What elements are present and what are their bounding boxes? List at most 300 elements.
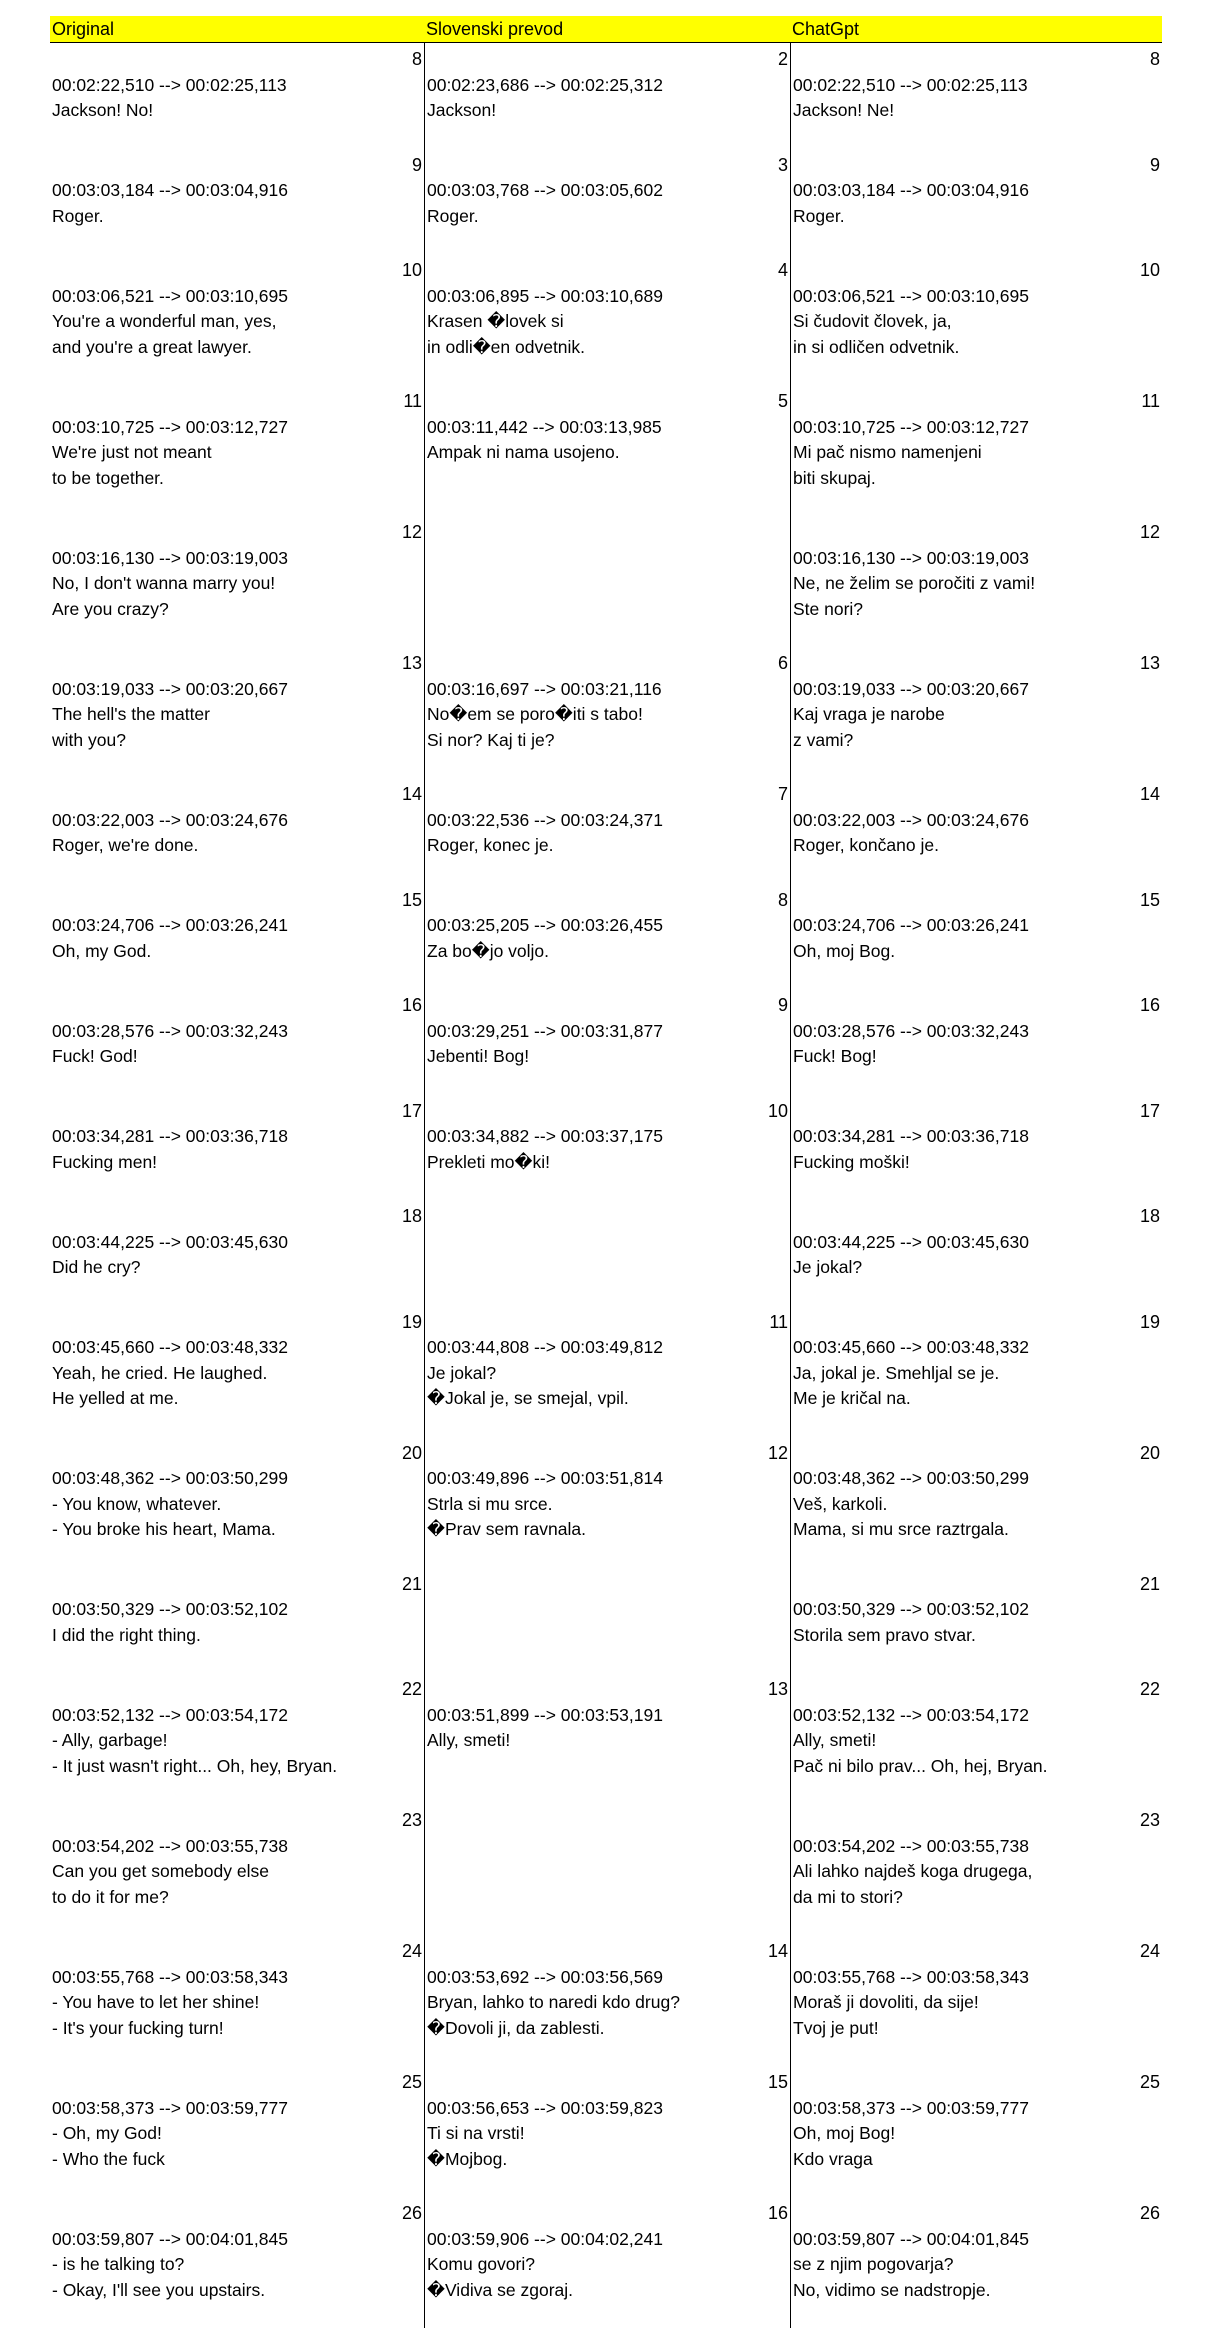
cell-chatgpt[interactable]: [790, 149, 1162, 255]
empty-cell-line: [425, 1754, 790, 1780]
subtitle-timestamp: 00:03:49,896 --> 00:03:51,814: [427, 1468, 663, 1488]
row-spacer: [425, 1281, 790, 1306]
subtitle-timestamp: 00:03:06,521 --> 00:03:10,695: [52, 285, 288, 306]
row-spacer: [425, 622, 790, 647]
subtitle-number: 21: [401, 1573, 422, 1594]
subtitle-text-line: Fuck! Bog!: [793, 1046, 877, 1066]
table-row: [50, 989, 1162, 1095]
row-spacer: [791, 1281, 1162, 1306]
cell-chatgpt[interactable]: [790, 1804, 1162, 1935]
cell-slovenski[interactable]: [424, 1935, 790, 2066]
subtitle-text-line: Kaj vraga je narobe: [793, 704, 945, 724]
row-spacer: [50, 1281, 424, 1306]
subtitle-text-line: Veš, karkoli.: [793, 1493, 888, 1514]
subtitle-number: 21: [1139, 1573, 1160, 1594]
subtitle-timestamp: 00:02:23,686 --> 00:02:25,312: [427, 74, 663, 95]
subtitle-timestamp: 00:03:45,660 --> 00:03:48,332: [793, 1337, 1029, 1357]
cell-original[interactable]: [50, 1095, 424, 1201]
cell-original[interactable]: [50, 1804, 424, 1935]
subtitle-timestamp: 00:03:52,132 --> 00:03:54,172: [793, 1704, 1029, 1725]
subtitle-timestamp: 00:03:44,225 --> 00:03:45,630: [52, 1231, 288, 1252]
row-spacer: [791, 2041, 1162, 2066]
header-chatgpt[interactable]: ChatGpt: [792, 19, 860, 39]
subtitle-timestamp: 00:03:55,768 --> 00:03:58,343: [52, 1966, 288, 1987]
cell-slovenski[interactable]: [424, 1804, 790, 1935]
row-spacer: [425, 1412, 790, 1437]
row-spacer: [50, 2172, 424, 2197]
cell-original[interactable]: [50, 385, 424, 516]
subtitle-text-line: Strla si mu srce.: [427, 1493, 553, 1514]
subtitle-text-line: Ali lahko najdeš koga drugega,: [793, 1861, 1033, 1881]
cell-slovenski[interactable]: [424, 1568, 790, 1674]
row-spacer: [50, 2041, 424, 2066]
subtitle-timestamp: 00:03:48,362 --> 00:03:50,299: [52, 1468, 288, 1488]
cell-original[interactable]: [50, 989, 424, 1095]
row-spacer: [50, 229, 424, 254]
row-spacer: [425, 1910, 790, 1935]
cell-chatgpt[interactable]: [790, 43, 1162, 149]
table-row: [50, 647, 1162, 778]
table-row: [50, 1437, 1162, 1568]
subtitle-timestamp: 00:03:16,130 --> 00:03:19,003: [793, 547, 1029, 568]
subtitle-number: 19: [1139, 1311, 1160, 1332]
empty-cell-line: [425, 1859, 790, 1885]
cell-chatgpt[interactable]: [790, 1568, 1162, 1674]
subtitle-text-line: - It's your fucking turn!: [52, 2017, 224, 2038]
subtitle-number: 11: [769, 1311, 788, 1332]
subtitle-timestamp: 00:03:44,808 --> 00:03:49,812: [427, 1337, 663, 1357]
row-spacer: [425, 2041, 790, 2066]
cell-chatgpt[interactable]: [790, 884, 1162, 990]
subtitle-text-line: He yelled at me.: [52, 1388, 179, 1408]
row-spacer: [50, 1779, 424, 1804]
subtitle-text-line: - Who the fuck: [52, 2148, 165, 2169]
subtitle-timestamp: 00:03:50,329 --> 00:03:52,102: [52, 1599, 288, 1619]
subtitle-text-line: Roger.: [427, 205, 479, 226]
subtitle-text-line: Can you get somebody else: [52, 1861, 269, 1881]
table-row: [50, 1306, 1162, 1437]
subtitle-text-line: in odli�en odvetnik.: [427, 336, 586, 357]
subtitle-text-line: se z njim pogovarja?: [793, 2254, 954, 2274]
subtitle-rows: [50, 43, 1162, 2328]
subtitle-text-line: Fucking moški!: [793, 1151, 910, 1172]
table-row: [50, 385, 1162, 516]
row-spacer: [791, 491, 1162, 516]
subtitle-text-line: biti skupaj.: [793, 467, 876, 488]
subtitle-text-line: Roger, we're done.: [52, 835, 199, 855]
subtitle-number: 11: [403, 391, 422, 411]
cell-original[interactable]: [50, 1306, 424, 1437]
cell-chatgpt[interactable]: [790, 516, 1162, 647]
empty-cell-line: [425, 1885, 790, 1911]
subtitle-text-line: Ne, ne želim se poročiti z vami!: [793, 573, 1036, 593]
cell-chatgpt[interactable]: [790, 2066, 1162, 2197]
row-spacer: [50, 753, 424, 778]
row-spacer: [425, 1175, 790, 1200]
subtitle-number: 22: [1139, 1679, 1160, 1699]
cell-chatgpt[interactable]: [790, 254, 1162, 385]
subtitle-number: 26: [1139, 2203, 1160, 2223]
row-spacer: [791, 753, 1162, 778]
row-spacer: [425, 1070, 790, 1095]
cell-chatgpt[interactable]: [790, 647, 1162, 778]
row-spacer: [791, 2303, 1162, 2328]
row-spacer: [425, 2303, 790, 2328]
subtitle-number: 23: [1139, 1810, 1160, 1830]
subtitle-timestamp: 00:03:28,576 --> 00:03:32,243: [793, 1020, 1029, 1041]
empty-cell-line: [425, 1623, 790, 1649]
cell-slovenski[interactable]: [424, 1306, 790, 1437]
cell-chatgpt[interactable]: [790, 1673, 1162, 1804]
subtitle-text-line: Bryan, lahko to naredi kdo drug?: [427, 1992, 680, 2012]
cell-original[interactable]: [50, 778, 424, 884]
empty-cell-line: [425, 520, 790, 546]
subtitle-text-line: Jackson! Ne!: [793, 100, 895, 120]
subtitle-timestamp: 00:03:10,725 --> 00:03:12,727: [793, 416, 1029, 437]
subtitle-text-line: The hell's the matter: [52, 704, 210, 724]
subtitle-number: 14: [1139, 784, 1160, 804]
subtitle-number: 20: [401, 1442, 422, 1463]
subtitle-text-line: �Dovoli ji, da zablesti.: [427, 2017, 605, 2038]
subtitle-number: 24: [1139, 1941, 1160, 1961]
subtitle-number: 17: [1139, 1100, 1160, 1121]
subtitle-number: 2: [777, 49, 788, 69]
subtitle-text-line: Jebenti! Bog!: [427, 1046, 530, 1066]
subtitle-number: 9: [777, 995, 788, 1015]
subtitle-timestamp: 00:03:24,706 --> 00:03:26,241: [52, 915, 288, 935]
subtitle-text-line: Za bo�jo voljo.: [427, 940, 550, 961]
subtitle-text-line: Komu govori?: [427, 2254, 535, 2274]
subtitle-number: 8: [777, 889, 788, 910]
cell-original[interactable]: [50, 647, 424, 778]
table-row: [50, 778, 1162, 884]
subtitle-text-line: Roger.: [52, 205, 104, 226]
subtitle-number: 14: [767, 1941, 788, 1961]
cell-slovenski[interactable]: [424, 1673, 790, 1804]
subtitle-timestamp: 00:03:59,906 --> 00:04:02,241: [427, 2228, 663, 2249]
subtitle-timestamp: 00:03:59,807 --> 00:04:01,845: [793, 2228, 1029, 2249]
row-spacer: [50, 1412, 424, 1437]
header-slovenski-prevod[interactable]: Slovenski prevod: [426, 19, 564, 39]
row-spacer: [50, 360, 424, 385]
subtitle-number: 23: [401, 1810, 422, 1830]
subtitle-text-line: Ja, jokal je. Smehljal se je.: [793, 1362, 1000, 1383]
subtitle-timestamp: 00:03:10,725 --> 00:03:12,727: [52, 416, 288, 437]
subtitle-number: 19: [401, 1311, 422, 1332]
subtitle-number: 12: [767, 1442, 788, 1463]
cell-chatgpt[interactable]: [790, 1306, 1162, 1437]
subtitle-text-line: Are you crazy?: [52, 598, 169, 619]
subtitle-timestamp: 00:03:51,899 --> 00:03:53,191: [427, 1704, 663, 1725]
subtitle-number: 16: [1139, 995, 1160, 1015]
empty-cell-line: [425, 1572, 790, 1598]
row-spacer: [50, 1910, 424, 1935]
row-spacer: [50, 1648, 424, 1673]
subtitle-timestamp: 00:03:34,281 --> 00:03:36,718: [793, 1126, 1029, 1146]
subtitle-text-line: You're a wonderful man, yes,: [52, 311, 277, 331]
subtitle-timestamp: 00:02:22,510 --> 00:02:25,113: [52, 74, 287, 95]
subtitle-text-line: - Okay, I'll see you upstairs.: [52, 2279, 266, 2300]
table-row: [50, 1568, 1162, 1674]
subtitle-number: 13: [767, 1679, 788, 1699]
subtitle-number: 8: [1149, 49, 1160, 69]
subtitle-timestamp: 00:03:28,576 --> 00:03:32,243: [52, 1020, 288, 1041]
subtitle-text-line: Oh, moj Bog!: [793, 2123, 896, 2143]
subtitle-number: 4: [777, 260, 788, 280]
subtitle-timestamp: 00:02:22,510 --> 00:02:25,113: [793, 74, 1028, 95]
table-row: [50, 884, 1162, 990]
subtitle-text-line: Storila sem pravo stvar.: [793, 1624, 976, 1645]
subtitle-timestamp: 00:03:34,281 --> 00:03:36,718: [52, 1126, 288, 1146]
subtitle-text-line: to do it for me?: [52, 1886, 169, 1907]
cell-slovenski[interactable]: [424, 1437, 790, 1568]
subtitle-timestamp: 00:03:06,521 --> 00:03:10,695: [793, 285, 1029, 306]
cell-original[interactable]: [50, 2066, 424, 2197]
subtitle-number: 12: [1139, 522, 1160, 542]
empty-cell-line: [425, 1597, 790, 1623]
subtitle-text-line: Jackson! No!: [52, 100, 154, 120]
subtitle-text-line: �Vidiva se zgoraj.: [427, 2279, 574, 2300]
row-spacer: [791, 1648, 1162, 1673]
subtitle-timestamp: 00:03:48,362 --> 00:03:50,299: [793, 1468, 1029, 1488]
cell-chatgpt[interactable]: [790, 2197, 1162, 2328]
empty-cell-line: [425, 546, 790, 572]
subtitle-comparison-sheet: [50, 16, 1162, 2328]
subtitle-text-line: Tvoj je put!: [793, 2017, 879, 2038]
cell-original[interactable]: [50, 254, 424, 385]
cell-chatgpt[interactable]: [790, 778, 1162, 884]
subtitle-number: 25: [1139, 2072, 1160, 2092]
subtitle-timestamp: 00:03:54,202 --> 00:03:55,738: [52, 1835, 288, 1856]
subtitle-number: 14: [401, 784, 422, 804]
header-original[interactable]: Original: [52, 19, 115, 39]
subtitle-text-line: We're just not meant: [52, 442, 212, 462]
subtitle-timestamp: 00:03:55,768 --> 00:03:58,343: [793, 1966, 1029, 1987]
subtitle-text-line: in si odličen odvetnik.: [793, 336, 960, 357]
subtitle-text-line: z vami?: [793, 729, 854, 750]
cell-original[interactable]: [50, 516, 424, 647]
subtitle-text-line: Oh, moj Bog.: [793, 940, 896, 961]
subtitle-text-line: Je jokal?: [793, 1257, 863, 1277]
cell-chatgpt[interactable]: [790, 1200, 1162, 1306]
cell-slovenski[interactable]: [424, 385, 790, 516]
subtitle-text-line: to be together.: [52, 467, 164, 488]
subtitle-timestamp: 00:03:54,202 --> 00:03:55,738: [793, 1835, 1029, 1856]
subtitle-number: 22: [401, 1679, 422, 1699]
subtitle-timestamp: 00:03:22,003 --> 00:03:24,676: [52, 809, 288, 830]
subtitle-text-line: No, I don't wanna marry you!: [52, 573, 276, 593]
row-spacer: [791, 1543, 1162, 1568]
table-row: [50, 2066, 1162, 2197]
row-spacer: [791, 2172, 1162, 2197]
row-spacer: [50, 859, 424, 884]
subtitle-text-line: No, vidimo se nadstropje.: [793, 2279, 991, 2300]
subtitle-number: 15: [767, 2072, 788, 2092]
subtitle-number: 10: [401, 260, 422, 280]
subtitle-text-line: and you're a great lawyer.: [52, 336, 252, 357]
cell-original[interactable]: [50, 43, 424, 149]
subtitle-text-line: with you?: [52, 729, 126, 750]
row-spacer: [425, 753, 790, 778]
table-row: [50, 2197, 1162, 2328]
subtitle-text-line: Ste nori?: [793, 598, 864, 619]
subtitle-timestamp: 00:03:56,653 --> 00:03:59,823: [427, 2097, 663, 2118]
subtitle-number: 16: [401, 995, 422, 1015]
subtitle-text-line: Mi pač nismo namenjeni: [793, 442, 982, 462]
subtitle-text-line: - You know, whatever.: [52, 1493, 222, 1514]
cell-original[interactable]: [50, 1200, 424, 1306]
subtitle-timestamp: 00:03:16,130 --> 00:03:19,003: [52, 547, 288, 568]
subtitle-timestamp: 00:03:03,768 --> 00:03:05,602: [427, 180, 663, 200]
subtitle-text-line: - Oh, my God!: [52, 2123, 162, 2143]
subtitle-text-line: �Prav sem ravnala.: [427, 1519, 586, 1539]
subtitle-timestamp: 00:03:50,329 --> 00:03:52,102: [793, 1599, 1029, 1619]
subtitle-timestamp: 00:03:11,442 --> 00:03:13,985: [427, 416, 662, 437]
subtitle-number: 10: [767, 1100, 788, 1121]
subtitle-number: 8: [411, 49, 422, 69]
subtitle-number: 15: [1139, 889, 1160, 910]
subtitle-text-line: Roger, končano je.: [793, 835, 939, 855]
row-spacer: [425, 1779, 790, 1804]
subtitle-number: 18: [401, 1206, 422, 1226]
subtitle-number: 9: [411, 154, 422, 175]
cell-original[interactable]: [50, 884, 424, 990]
header-row: [50, 16, 1162, 43]
subtitle-timestamp: 00:03:53,692 --> 00:03:56,569: [427, 1966, 663, 1987]
cell-chatgpt[interactable]: [790, 1437, 1162, 1568]
cell-slovenski[interactable]: [424, 516, 790, 647]
row-spacer: [425, 2172, 790, 2197]
row-spacer: [425, 1648, 790, 1673]
empty-cell-line: [425, 1255, 790, 1281]
table-row: [50, 1673, 1162, 1804]
empty-cell-line: [425, 1204, 790, 1230]
row-spacer: [425, 1543, 790, 1568]
subtitle-text-line: Ally, smeti!: [427, 1730, 511, 1750]
subtitle-number: 11: [1141, 391, 1160, 411]
subtitle-number: 5: [777, 391, 788, 411]
table-row: [50, 516, 1162, 647]
row-spacer: [791, 964, 1162, 989]
cell-original[interactable]: [50, 2197, 424, 2328]
subtitle-timestamp: 00:03:19,033 --> 00:03:20,667: [793, 678, 1029, 699]
subtitle-number: 16: [767, 2203, 788, 2223]
subtitle-number: 17: [401, 1100, 422, 1121]
row-spacer: [50, 1070, 424, 1095]
cell-chatgpt[interactable]: [790, 989, 1162, 1095]
subtitle-timestamp: 00:03:34,882 --> 00:03:37,175: [427, 1126, 663, 1146]
cell-chatgpt[interactable]: [790, 385, 1162, 516]
row-spacer: [50, 1543, 424, 1568]
subtitle-number: 20: [1139, 1442, 1160, 1463]
subtitle-text-line: �Jokal je, se smejal, vpil.: [427, 1388, 629, 1408]
cell-original[interactable]: [50, 1437, 424, 1568]
row-spacer: [791, 1412, 1162, 1437]
row-spacer: [425, 360, 790, 385]
subtitle-text-line: Roger.: [793, 205, 845, 226]
cell-slovenski[interactable]: [424, 2197, 790, 2328]
cell-slovenski[interactable]: [424, 1095, 790, 1201]
subtitle-text-line: - It just wasn't right... Oh, hey, Bryan.: [52, 1755, 338, 1776]
row-spacer: [50, 2303, 424, 2328]
row-spacer: [791, 124, 1162, 149]
cell-original[interactable]: [50, 1673, 424, 1804]
cell-chatgpt[interactable]: [790, 1935, 1162, 2066]
row-spacer: [50, 964, 424, 989]
subtitle-number: 13: [1139, 653, 1160, 673]
cell-slovenski[interactable]: [424, 884, 790, 990]
subtitle-text-line: Oh, my God.: [52, 940, 152, 961]
subtitle-text-line: Me je kričal na.: [793, 1388, 911, 1408]
subtitle-timestamp: 00:03:22,003 --> 00:03:24,676: [793, 809, 1029, 830]
cell-slovenski[interactable]: [424, 989, 790, 1095]
table-row: [50, 149, 1162, 255]
subtitle-timestamp: 00:03:06,895 --> 00:03:10,689: [427, 285, 663, 306]
cell-original[interactable]: [50, 149, 424, 255]
row-spacer: [791, 622, 1162, 647]
empty-cell-line: [425, 571, 790, 597]
subtitle-timestamp: 00:03:45,660 --> 00:03:48,332: [52, 1337, 288, 1357]
row-spacer: [50, 124, 424, 149]
row-spacer: [50, 491, 424, 516]
cell-original[interactable]: [50, 1568, 424, 1674]
subtitle-number: 9: [1149, 154, 1160, 175]
subtitle-text-line: - You have to let her shine!: [52, 1992, 260, 2012]
cell-original[interactable]: [50, 1935, 424, 2066]
cell-slovenski[interactable]: [424, 254, 790, 385]
subtitle-text-line: - Ally, garbage!: [52, 1730, 168, 1750]
cell-slovenski[interactable]: [424, 647, 790, 778]
row-spacer: [791, 1910, 1162, 1935]
table-row: [50, 1095, 1162, 1201]
subtitle-timestamp: 00:03:16,697 --> 00:03:21,116: [427, 678, 662, 699]
row-spacer: [50, 622, 424, 647]
cell-slovenski[interactable]: [424, 43, 790, 149]
row-spacer: [791, 229, 1162, 254]
subtitle-text-line: Did he cry?: [52, 1257, 141, 1277]
subtitle-number: 12: [401, 522, 422, 542]
subtitle-text-line: Ti si na vrsti!: [427, 2123, 525, 2143]
table-row: [50, 1804, 1162, 1935]
subtitle-text-line: Ampak ni nama usojeno.: [427, 442, 620, 462]
cell-slovenski[interactable]: [424, 1200, 790, 1306]
row-spacer: [425, 964, 790, 989]
subtitle-text-line: No�em se poro�iti s tabo!: [427, 704, 643, 724]
row-spacer: [791, 360, 1162, 385]
row-spacer: [425, 124, 790, 149]
subtitle-number: 26: [401, 2203, 422, 2223]
subtitle-text-line: Si nor? Kaj ti je?: [427, 729, 555, 750]
row-spacer: [791, 1070, 1162, 1095]
subtitle-number: 25: [401, 2072, 422, 2092]
subtitle-text-line: Yeah, he cried. He laughed.: [52, 1362, 268, 1383]
cell-chatgpt[interactable]: [790, 1095, 1162, 1201]
cell-slovenski[interactable]: [424, 2066, 790, 2197]
cell-slovenski[interactable]: [424, 778, 790, 884]
subtitle-text-line: I did the right thing.: [52, 1624, 201, 1645]
empty-cell-line: [425, 466, 790, 492]
subtitle-text-line: da mi to stori?: [793, 1886, 903, 1907]
subtitle-text-line: Moraš ji dovoliti, da sije!: [793, 1992, 979, 2012]
subtitle-timestamp: 00:03:29,251 --> 00:03:31,877: [427, 1020, 663, 1041]
subtitle-number: 3: [777, 154, 788, 175]
cell-slovenski[interactable]: [424, 149, 790, 255]
subtitle-text-line: �Mojbog.: [427, 2148, 508, 2169]
subtitle-number: 15: [401, 889, 422, 910]
empty-cell-line: [425, 1230, 790, 1256]
subtitle-number: 13: [401, 653, 422, 673]
subtitle-text-line: Krasen �lovek si: [427, 311, 564, 331]
